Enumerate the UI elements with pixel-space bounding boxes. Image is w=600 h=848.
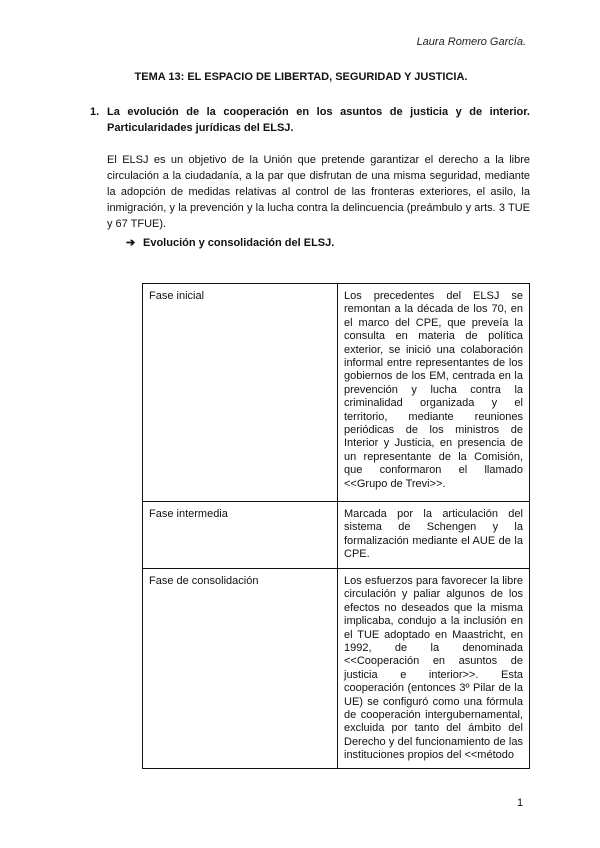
- phase-description-cell: Marcada por la articulación del sistema de Schengen y la formalización mediante el AUE de la CPE.: [338, 502, 530, 569]
- intro-paragraph: El ELSJ es un objetivo de la Unión que pretende garantizar el derecho a la libre circulación a la ciudadanía, a la par que disfrutan de una misma seguridad, mediante la adopción de medidas relativas al control de las fronteras exteriores, el asilo, la inmigración, y la prevención y la lucha contra la delincuencia (preámbulo y arts. 3 TUE y 67 TFUE).: [107, 154, 530, 230]
- phase-name-cell: Fase intermedia: [143, 502, 338, 569]
- phase-description-cell: Los esfuerzos para favorecer la libre circulación y paliar algunos de los efectos no deseados que la misma implicaba, condujo a la inclusión en el TUE adoptado en Maastricht, en 1992, de la denominada <<Cooperación en asuntos de justicia e interior>>. Esta cooperación (entonces 3º Pilar de la UE) se configuró como una fórmula de cooperación intergubernamental, excluida por tanto del ámbito del Derecho y del funcionamiento de las instituciones propios del <<método: [338, 569, 530, 769]
- author-name: Laura Romero García.: [416, 36, 526, 48]
- section-number: 1.: [90, 106, 100, 118]
- phase-name-cell: Fase de consolidación: [143, 569, 338, 769]
- section-heading: [90, 104, 530, 136]
- phases-table: [142, 283, 530, 769]
- subsection-heading: [126, 236, 334, 249]
- table-row: [143, 502, 530, 569]
- table-row: [143, 284, 530, 502]
- page-number: 1: [517, 797, 524, 809]
- subsection-heading-text: Evolución y consolidación del ELSJ.: [143, 237, 335, 249]
- section-heading-text: La evolución de la cooperación en los asuntos de justicia y de interior. Particularidades jurídicas del ELSJ.: [107, 106, 530, 134]
- table-row: [143, 569, 530, 769]
- phase-name-cell: Fase inicial: [143, 284, 338, 502]
- document-title: TEMA 13: EL ESPACIO DE LIBERTAD, SEGURIDAD Y JUSTICIA.: [134, 71, 468, 83]
- phase-description-cell: Los precedentes del ELSJ se remontan a la década de los 70, en el marco del CPE, que preveía la consulta en materia de política exterior, se inició una colaboración informal entre representantes de los gobiernos de los EM, centrada en la prevención y lucha contra la criminalidad organizada y el territorio, mediante reuniones periódicas de los ministros de Interior y Justicia, en presencia de un representante de la Comisión, que conformaron el llamado <<Grupo de Trevi>>.: [338, 284, 530, 502]
- arrow-right-icon: ➔: [126, 237, 136, 249]
